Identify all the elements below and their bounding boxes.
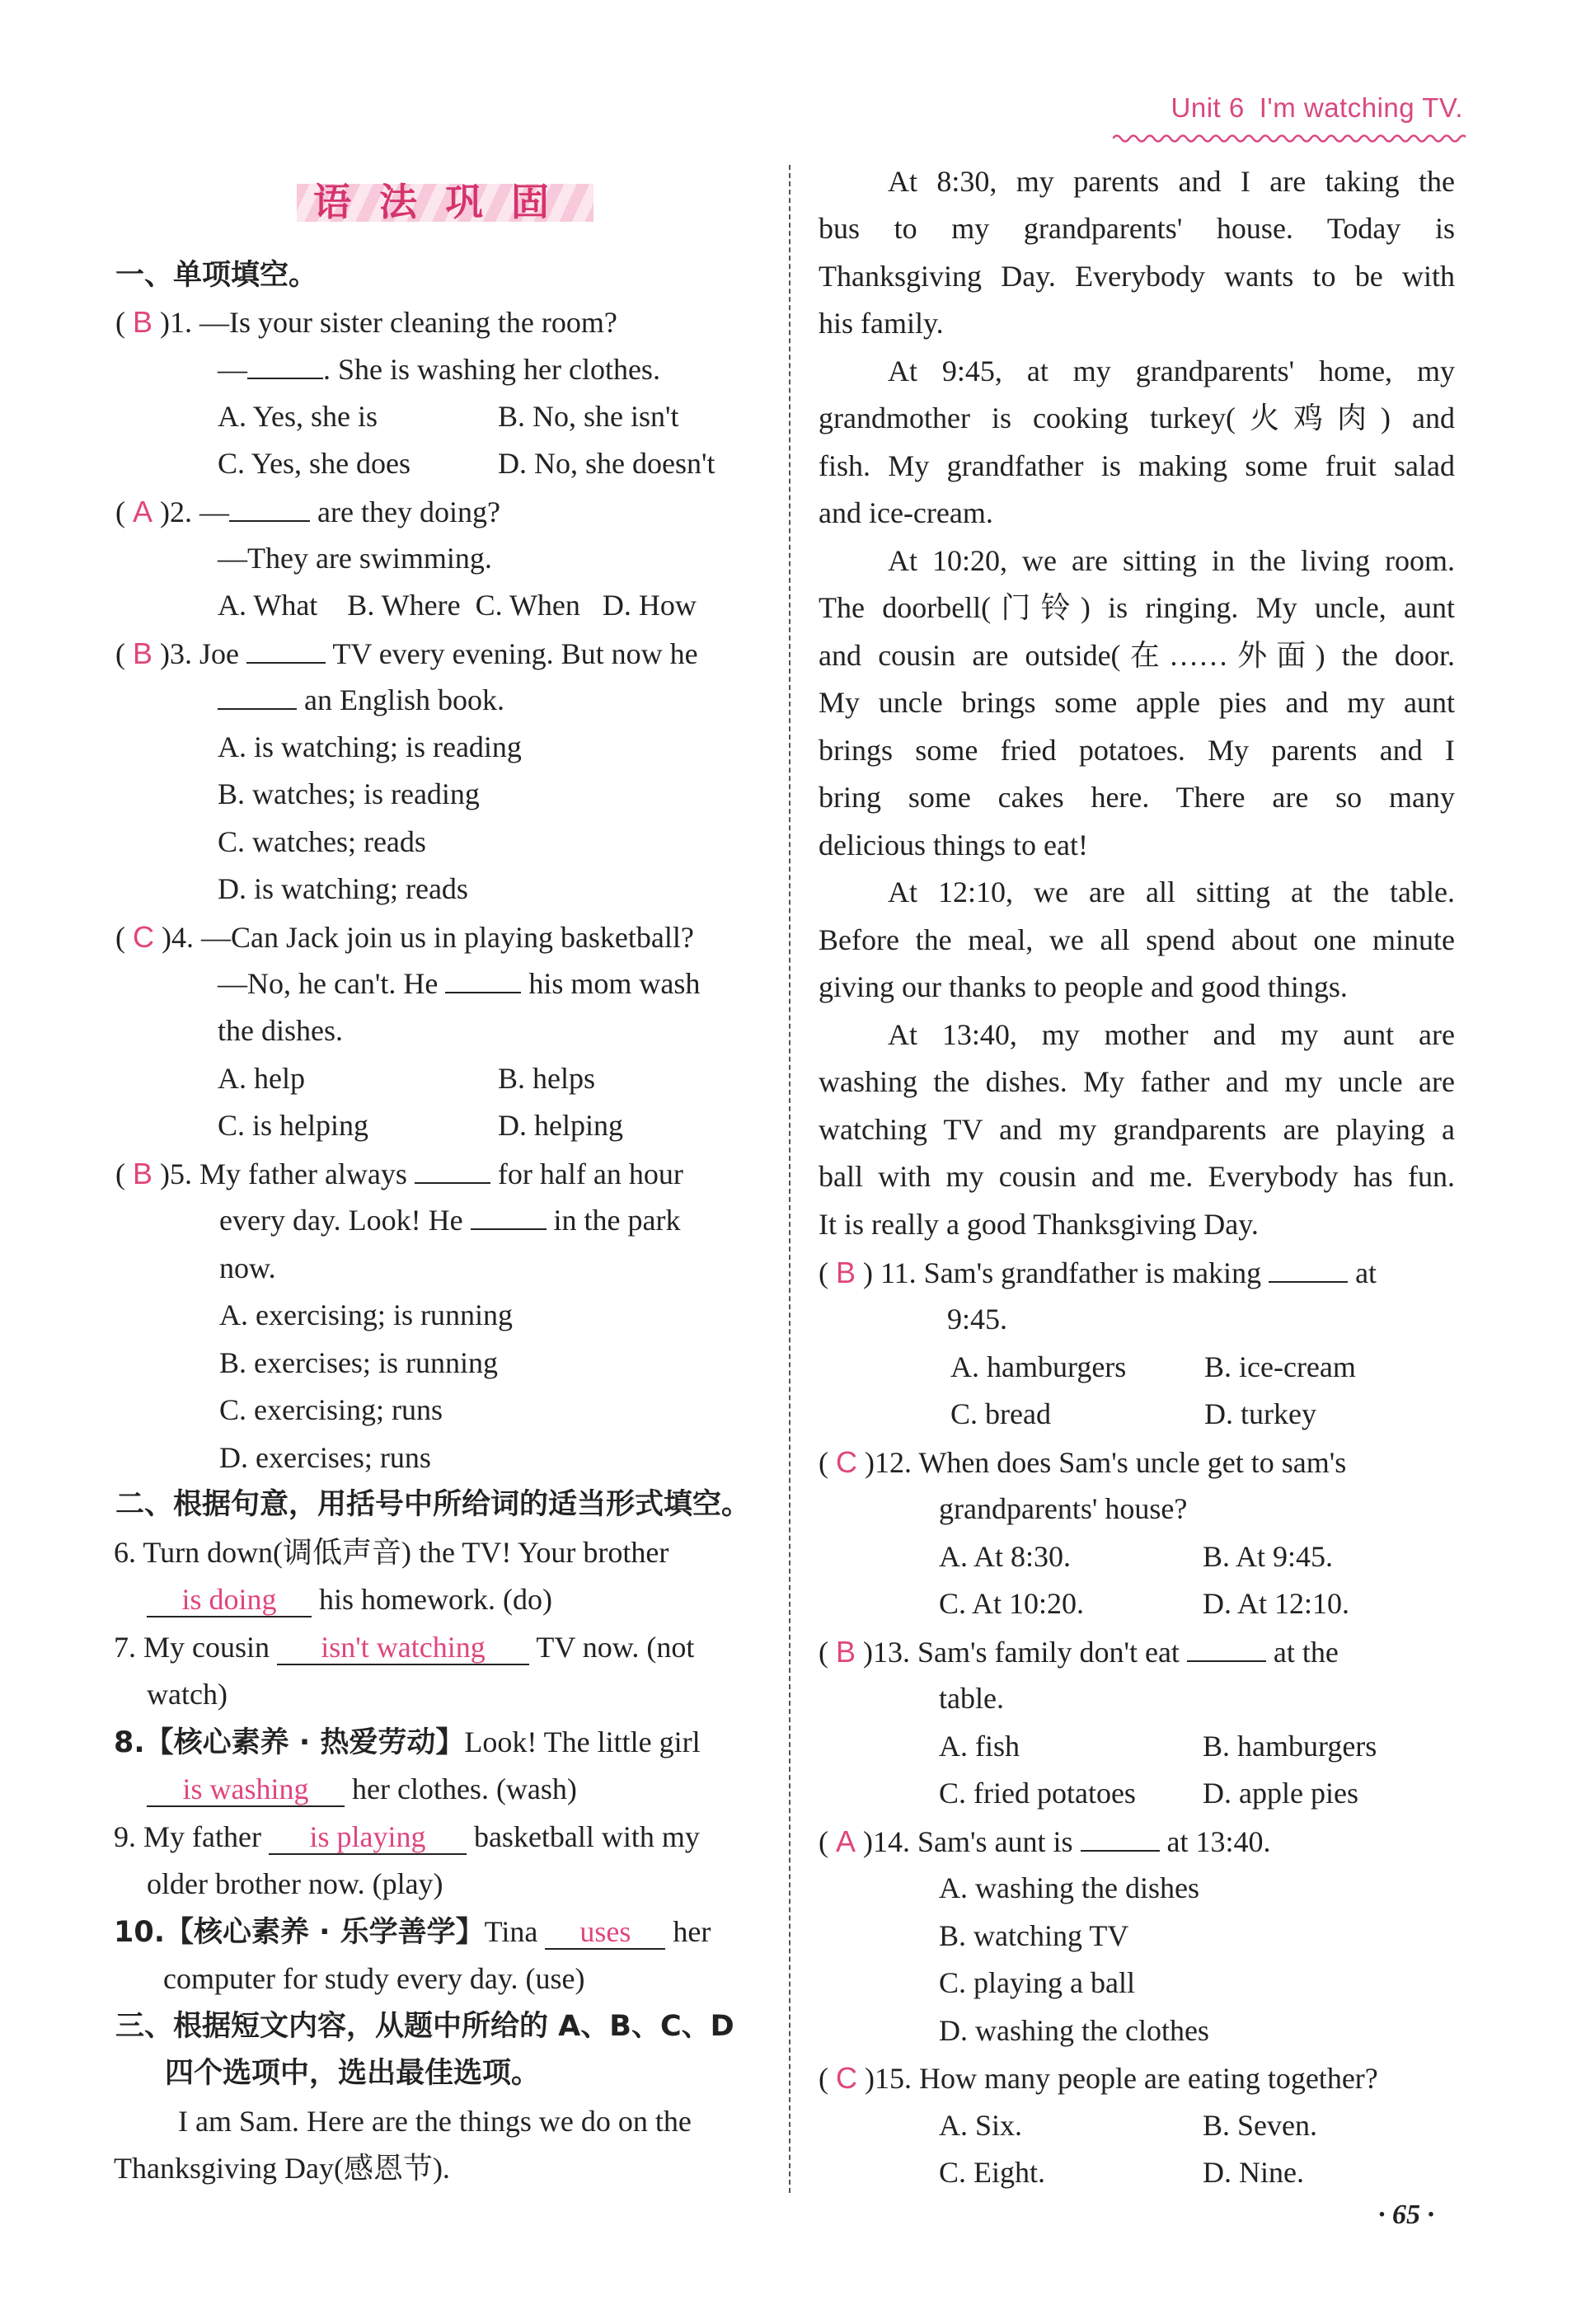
q1-option-d: D. No, she doesn't	[498, 447, 715, 480]
q1-line2	[218, 346, 660, 394]
q15-option-c: C. Eight.	[939, 2156, 1046, 2189]
question-5: ( B )5. My father always for half an hour	[115, 1157, 683, 1190]
q3-option-b: B. watches; is reading	[218, 777, 480, 810]
q15-option-b: B. Seven.	[1203, 2109, 1317, 2142]
q5-stem-b: for half an hour	[490, 1157, 683, 1190]
q13-option-b: B. hamburgers	[1203, 1730, 1377, 1763]
passage-line: At 13:40, my mother and my aunt are	[888, 1018, 1455, 1051]
header-wavy-underline	[1113, 132, 1466, 145]
q11-option-b: B. ice-cream	[1204, 1350, 1356, 1383]
answer-13: B	[836, 1635, 856, 1669]
answer-14: A	[836, 1824, 856, 1858]
q4-option-c: C. is helping	[218, 1109, 369, 1142]
q6-line2	[147, 1576, 552, 1624]
question-3: ( B )3. Joe TV every evening. But now he	[115, 636, 698, 670]
passage-line: At 8:30, my parents and I are taking the	[888, 165, 1455, 198]
q7-answer: isn't watching	[277, 1631, 529, 1665]
passage-line: and cousin are outside(在……外面) the door.	[819, 639, 1455, 672]
blank	[218, 683, 297, 710]
q3-stem-b: TV every evening. But now he	[326, 637, 698, 670]
q3-line2-text: an English book.	[297, 683, 504, 716]
q10-line1-c: her	[665, 1915, 711, 1948]
q12-line2: grandparents' house?	[939, 1492, 1188, 1525]
q3-option-c: C. watches; reads	[218, 825, 426, 858]
q3-stem-a: )3. Joe	[160, 637, 246, 670]
q4-option-a: A. help	[218, 1062, 305, 1095]
q11-option-d: D. turkey	[1204, 1397, 1316, 1430]
q3-line2	[218, 677, 504, 725]
q4-line2	[218, 960, 700, 1008]
q12-stem: )12. When does Sam's uncle get to sam's	[865, 1446, 1347, 1479]
blank	[246, 637, 326, 664]
passage-line: ball with my cousin and me. Everybody has fun.	[819, 1160, 1455, 1193]
passage-line: At 10:20, we are sitting in the living room.	[888, 544, 1455, 577]
answer-4: C	[133, 920, 154, 954]
answer-11: B	[836, 1256, 856, 1289]
q13-option-c: C. fried potatoes	[939, 1777, 1136, 1810]
q13-line2: table.	[939, 1682, 1004, 1715]
part3-heading-line1: 三、根据短文内容，从题中所给的 A、B、C、D	[115, 2010, 734, 2043]
answer-5: B	[133, 1157, 153, 1190]
answer-2: A	[133, 495, 153, 528]
q11-stem-a: ) 11. Sam's grandfather is making	[863, 1256, 1269, 1289]
q15-stem: )15. How many people are eating together?	[865, 2062, 1378, 2095]
q10-line1-b: Tina	[484, 1915, 546, 1948]
q7-line2: watch)	[147, 1678, 228, 1711]
q9-line2: older brother now. (play)	[147, 1867, 443, 1900]
q1-option-c: C. Yes, she does	[218, 447, 411, 480]
q4-line2-b: his mom wash	[521, 967, 701, 1000]
blank	[1081, 1825, 1160, 1852]
q4-stem: )4. —Can Jack join us in playing basketball?	[162, 921, 694, 954]
q5-line3: now.	[219, 1251, 276, 1284]
blank	[415, 1157, 490, 1184]
question-4: ( C )4. —Can Jack join us in playing basketball?	[115, 920, 694, 954]
unit-label: Unit 6	[1171, 92, 1245, 123]
answer-15: C	[836, 2061, 857, 2095]
q9-line1-b: basketball with my	[466, 1820, 700, 1853]
q10-line1	[114, 1908, 711, 1957]
column-divider	[789, 165, 790, 2193]
question-2: ( A )2. — are they doing?	[115, 495, 500, 528]
answer-12: C	[836, 1445, 857, 1479]
blank	[229, 495, 310, 522]
q1-option-a: A. Yes, she is	[218, 400, 378, 433]
q4-option-d: D. helping	[498, 1109, 623, 1142]
passage-line: fish. My grandfather is making some fruit salad	[819, 449, 1455, 482]
q6-line2-text: his homework. (do)	[312, 1583, 552, 1616]
q5-line2-a: every day. Look! He	[219, 1204, 471, 1237]
question-1: ( B )1. —Is your sister cleaning the room?	[115, 305, 617, 339]
q9-line1	[114, 1814, 700, 1862]
q11-option-c: C. bread	[950, 1397, 1051, 1430]
q1-dash: —	[218, 353, 247, 386]
q5-option-d: D. exercises; runs	[219, 1441, 431, 1474]
q12-option-b: B. At 9:45.	[1203, 1540, 1334, 1573]
passage-line: At 12:10, we are all sitting at the table.	[888, 876, 1455, 908]
q2-line2: —They are swimming.	[218, 542, 492, 575]
passage-line2: Thanksgiving Day(感恩节).	[114, 2152, 450, 2185]
question-15: ( C )15. How many people are eating together?	[819, 2061, 1378, 2095]
q2-stem-b: are they doing?	[310, 495, 500, 528]
q5-stem-a: )5. My father always	[160, 1157, 415, 1190]
unit-header	[1138, 92, 1463, 124]
q14-option-d: D. washing the clothes	[939, 2014, 1209, 2047]
q7-line1	[114, 1624, 694, 1672]
answer-1: B	[133, 305, 153, 339]
part1-heading: 一、单项填空。	[115, 259, 318, 292]
q11-line2: 9:45.	[947, 1303, 1008, 1336]
q2-options: A. What B. Where C. When D. How	[218, 589, 697, 622]
q10-tag: 10.【核心素养 · 乐学善学】	[114, 1916, 485, 1949]
q3-option-d: D. is watching; reads	[218, 872, 468, 905]
q12-option-a: A. At 8:30.	[939, 1540, 1072, 1573]
question-12: ( C )12. When does Sam's uncle get to sam's	[819, 1445, 1347, 1479]
passage-line: watching TV and my grandparents are playing a	[819, 1113, 1455, 1146]
passage-line: his family.	[819, 307, 944, 340]
q1-option-b: B. No, she isn't	[498, 400, 679, 433]
q4-line3: the dishes.	[218, 1014, 343, 1047]
q9-line1-a: 9. My father	[114, 1820, 269, 1853]
passage-line: It is really a good Thanksgiving Day.	[819, 1208, 1259, 1241]
q8-answer: is washing	[147, 1772, 345, 1807]
q8-line1	[114, 1719, 701, 1768]
passage-line: The doorbell(门铃) is ringing. My uncle, aunt	[819, 591, 1455, 624]
passage-line: grandmother is cooking turkey(火鸡肉) and	[819, 401, 1455, 434]
q13-stem-a: )13. Sam's family don't eat	[863, 1636, 1187, 1669]
q8-line1-text: Look! The little girl	[464, 1725, 701, 1758]
blank	[445, 967, 521, 993]
section-title-banner	[297, 177, 593, 227]
passage-line: giving our thanks to people and good things.	[819, 970, 1348, 1003]
q14-option-b: B. watching TV	[939, 1919, 1129, 1952]
q14-stem-a: )14. Sam's aunt is	[863, 1825, 1081, 1858]
q6-line1: 6. Turn down(调低声音) the TV! Your brother	[114, 1536, 669, 1569]
q5-line2	[219, 1197, 681, 1245]
q8-line2-text: her clothes. (wash)	[345, 1772, 577, 1805]
passage-line: brings some fried potatoes. My parents and I	[819, 734, 1455, 767]
q13-option-d: D. apple pies	[1203, 1777, 1358, 1810]
passage-line: Thanksgiving Day. Everybody wants to be with	[819, 260, 1455, 293]
part3-heading-line2: 四个选项中，选出最佳选项。	[165, 2057, 541, 2090]
page-number: · 65 ·	[1378, 2200, 1434, 2230]
blank	[471, 1204, 547, 1230]
passage-line: At 9:45, at my grandparents' home, my	[888, 354, 1455, 387]
q13-stem-b: at the	[1265, 1636, 1339, 1669]
q13-option-a: A. fish	[939, 1730, 1020, 1763]
q14-stem-b: at 13:40.	[1159, 1825, 1271, 1858]
q12-option-c: C. At 10:20.	[939, 1587, 1085, 1620]
q1-stem: )1. —Is your sister cleaning the room?	[160, 306, 617, 339]
answer-3: B	[133, 636, 153, 670]
q8-line2	[147, 1766, 577, 1814]
unit-title: I'm watching TV.	[1259, 92, 1463, 123]
q11-option-a: A. hamburgers	[950, 1350, 1127, 1383]
question-11: ( B ) 11. Sam's grandfather is making at	[819, 1256, 1377, 1289]
part2-heading: 二、根据句意，用括号中所给词的适当形式填空。	[115, 1488, 751, 1521]
passage-line: washing the dishes. My father and my uncle are	[819, 1065, 1455, 1098]
question-14: ( A )14. Sam's aunt is at 13:40.	[819, 1824, 1271, 1858]
passage-line: and ice-cream.	[819, 496, 993, 529]
q15-option-a: A. Six.	[939, 2109, 1023, 2142]
passage-line: bring some cakes here. There are so many	[819, 781, 1455, 814]
question-13: ( B )13. Sam's family don't eat at the	[819, 1635, 1339, 1669]
blank	[1187, 1636, 1266, 1662]
q12-option-d: D. At 12:10.	[1203, 1587, 1350, 1620]
q9-answer: is playing	[269, 1820, 467, 1855]
passage-line: Before the meal, we all spend about one minute	[819, 923, 1455, 956]
passage-line: My uncle brings some apple pies and my aunt	[819, 686, 1455, 719]
q7-line1-a: 7. My cousin	[114, 1631, 277, 1664]
q5-option-a: A. exercising; is running	[219, 1298, 513, 1331]
q1-line2-text: . She is washing her clothes.	[323, 353, 660, 386]
q15-option-d: D. Nine.	[1203, 2156, 1304, 2189]
q4-line2-a: —No, he can't. He	[218, 967, 446, 1000]
blank	[1269, 1256, 1348, 1283]
passage-line: delicious things to eat!	[819, 829, 1088, 862]
q10-answer: uses	[545, 1915, 665, 1950]
q7-line1-b: TV now. (not	[529, 1631, 695, 1664]
blank	[247, 353, 323, 379]
section-title: 语法巩固	[313, 180, 577, 224]
q4-option-b: B. helps	[498, 1062, 596, 1095]
q6-answer: is doing	[147, 1583, 312, 1617]
passage-line1: I am Sam. Here are the things we do on the	[178, 2105, 692, 2138]
passage-line: bus to my grandparents' house. Today is	[819, 212, 1455, 245]
q5-option-b: B. exercises; is running	[219, 1346, 498, 1379]
q8-tag: 8.【核心素养 · 热爱劳动】	[114, 1726, 465, 1759]
q2-stem-a: )2. —	[160, 495, 230, 528]
q11-stem-b: at	[1348, 1256, 1377, 1289]
q14-option-a: A. washing the dishes	[939, 1871, 1199, 1904]
q5-option-c: C. exercising; runs	[219, 1393, 443, 1426]
q10-line2: computer for study every day. (use)	[163, 1962, 585, 1995]
q5-line2-b: in the park	[546, 1204, 681, 1237]
q3-option-a: A. is watching; is reading	[218, 730, 522, 763]
q14-option-c: C. playing a ball	[939, 1966, 1135, 1999]
